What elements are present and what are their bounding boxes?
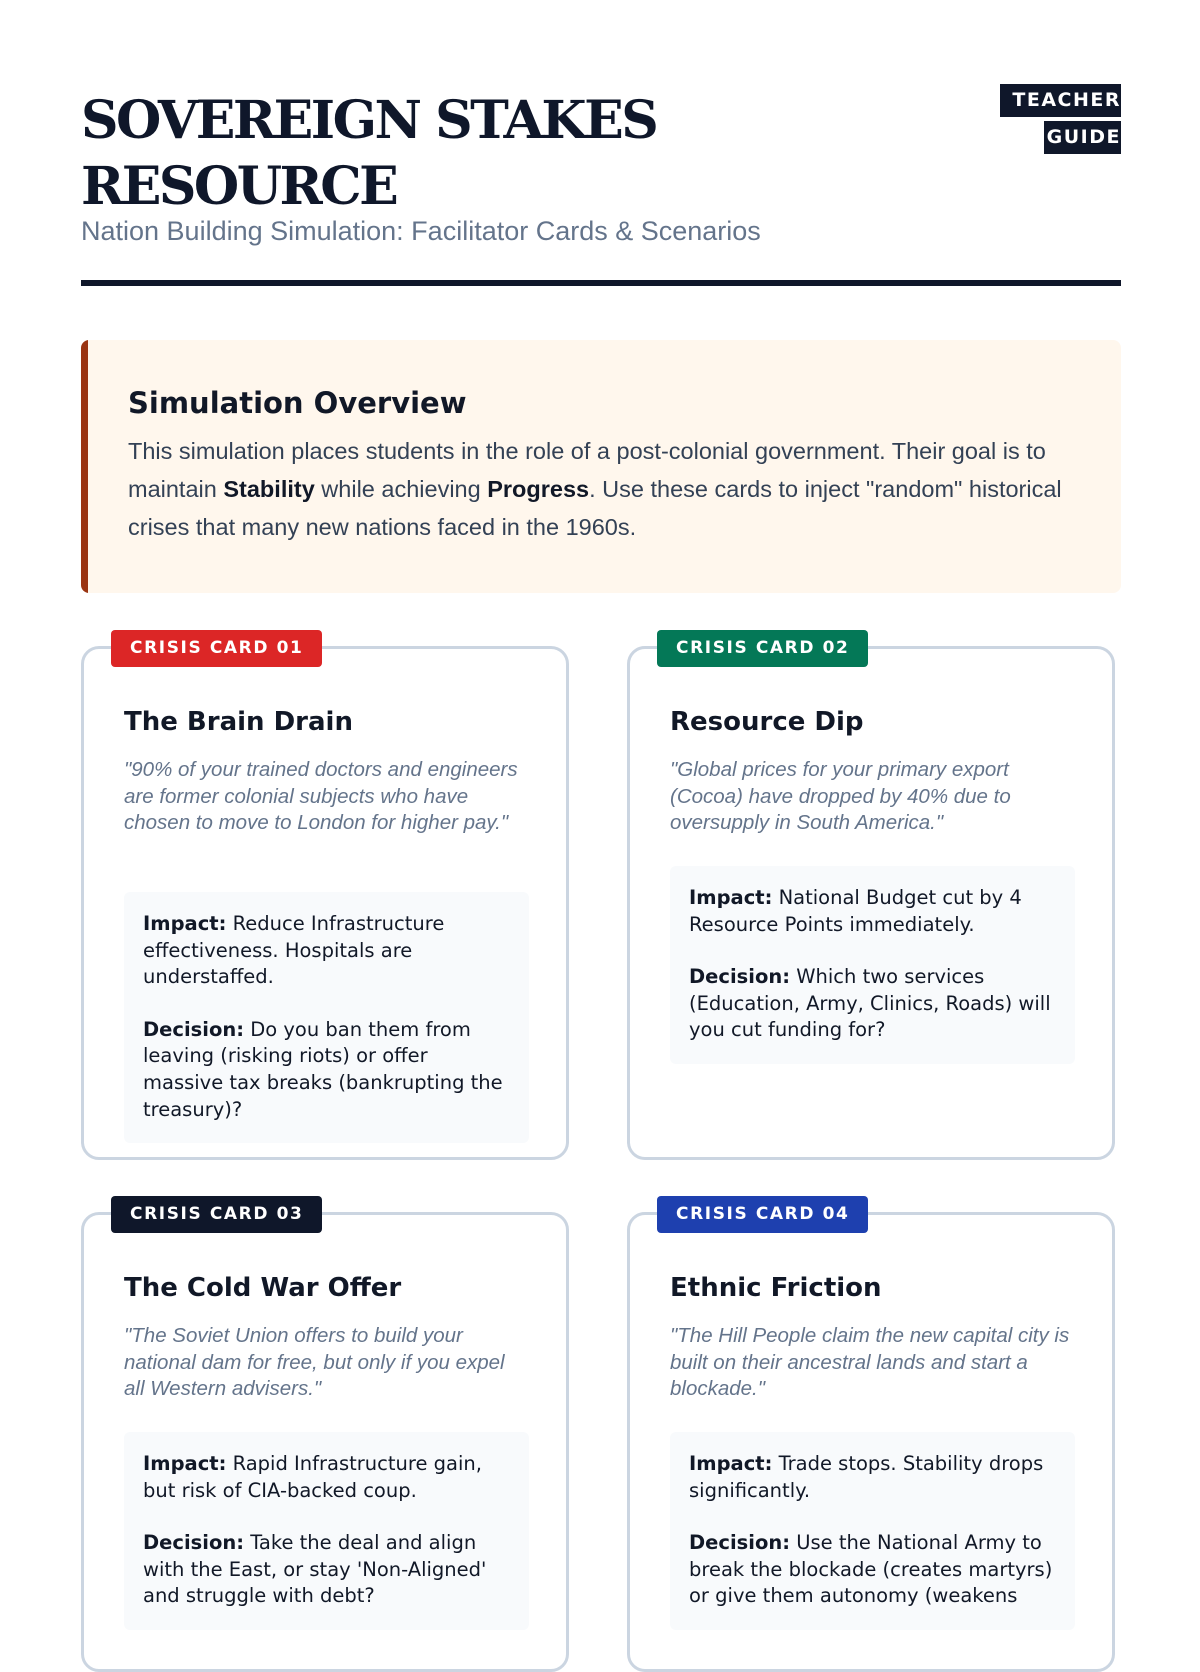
crisis-card-title: Resource Dip	[670, 707, 864, 737]
impact-text: National Budget cut by 4 Resource Points immediately.	[689, 886, 1022, 936]
teacher-guide-badge	[981, 84, 1121, 158]
crisis-card	[627, 638, 1115, 1160]
crisis-card-quote: "90% of your trained doctors and engineers are former colonial subjects who have chosen to move to London for higher pay."	[124, 758, 518, 835]
overview-text	[128, 432, 1088, 546]
impact-text: Trade stops. Stability drops significantly.	[689, 1452, 1044, 1502]
overview-bold-progress: Progress	[487, 476, 590, 502]
impact-text: Reduce Infrastructure effectiveness. Hospitals are understaffed.	[143, 912, 445, 989]
decision-label: Decision:	[143, 1531, 245, 1555]
header	[81, 84, 1121, 284]
decision-line	[143, 1017, 510, 1123]
badge-line-1: TEACHER	[1000, 84, 1121, 117]
badge-line-2: GUIDE	[1044, 121, 1121, 154]
decision-line	[143, 1530, 510, 1610]
impact-line	[689, 885, 1056, 938]
decision-line	[689, 1530, 1056, 1610]
decision-label: Decision:	[689, 965, 791, 989]
page	[81, 0, 1121, 1608]
overview-text-before: This simulation places students in the role of a post-colonial government. Their goal is to maintain	[128, 438, 1046, 502]
decision-line	[689, 964, 1056, 1044]
crisis-card-title: Ethnic Friction	[670, 1273, 882, 1303]
overview-text-after: . Use these cards to inject "random" historical crises that many new nations faced in the 1960s.	[128, 476, 1062, 540]
impact-label: Impact:	[143, 912, 227, 935]
impact-box	[124, 1432, 529, 1630]
crisis-card	[81, 1204, 569, 1672]
impact-label: Impact:	[689, 1452, 773, 1475]
overview-heading: Simulation Overview	[128, 386, 467, 420]
crisis-card-quote: "The Soviet Union offers to build your national dam for free, but only if you expel all Western advisers."	[124, 1324, 505, 1401]
impact-label: Impact:	[143, 1452, 227, 1475]
decision-label: Decision:	[689, 1531, 791, 1555]
decision-label: Decision:	[143, 1017, 245, 1041]
crisis-card	[81, 638, 569, 1160]
overview-text-middle: while achieving	[314, 476, 488, 502]
impact-line	[143, 911, 510, 991]
crisis-card-tag: CRISIS CARD 04	[657, 1196, 868, 1233]
crisis-card-title: The Brain Drain	[124, 707, 353, 737]
crisis-card-quote: "The Hill People claim the new capital city is built on their ancestral lands and start a blockade."	[670, 1324, 1070, 1401]
page-subtitle: Nation Building Simulation: Facilitator Cards & Scenarios	[81, 216, 761, 246]
decision-text: Use the National Army to break the blockade (creates martyrs) or give them autonomy (weakens	[689, 1531, 1053, 1608]
decision-text: Do you ban them from leaving (risking riots) or offer massive tax breaks (bankrupting the treasury)?	[143, 1017, 503, 1121]
crisis-card-tag: CRISIS CARD 03	[111, 1196, 322, 1233]
crisis-card-tag: CRISIS CARD 01	[111, 630, 322, 667]
impact-box	[124, 892, 529, 1143]
impact-box	[670, 866, 1075, 1064]
impact-line	[143, 1451, 510, 1504]
crisis-card-title: The Cold War Offer	[124, 1273, 402, 1303]
impact-label: Impact:	[689, 886, 773, 909]
decision-text: Which two services (Education, Army, Clinics, Roads) will you cut funding for?	[689, 965, 1051, 1042]
impact-box	[670, 1432, 1075, 1630]
crisis-card-tag: CRISIS CARD 02	[657, 630, 868, 667]
impact-text: Rapid Infrastructure gain, but risk of CIA-backed coup.	[143, 1452, 482, 1502]
page-title: SOVEREIGN STAKES RESOURCE	[81, 90, 657, 217]
decision-text: Take the deal and align with the East, or stay 'Non-Aligned' and struggle with debt?	[143, 1531, 487, 1608]
overview-bold-stability: Stability	[223, 476, 315, 502]
simulation-overview	[81, 340, 1121, 593]
impact-line	[689, 1451, 1056, 1504]
header-divider	[81, 280, 1121, 286]
crisis-card-quote: "Global prices for your primary export (Cocoa) have dropped by 40% due to oversupply in South America."	[670, 758, 1011, 835]
crisis-card	[627, 1204, 1115, 1672]
